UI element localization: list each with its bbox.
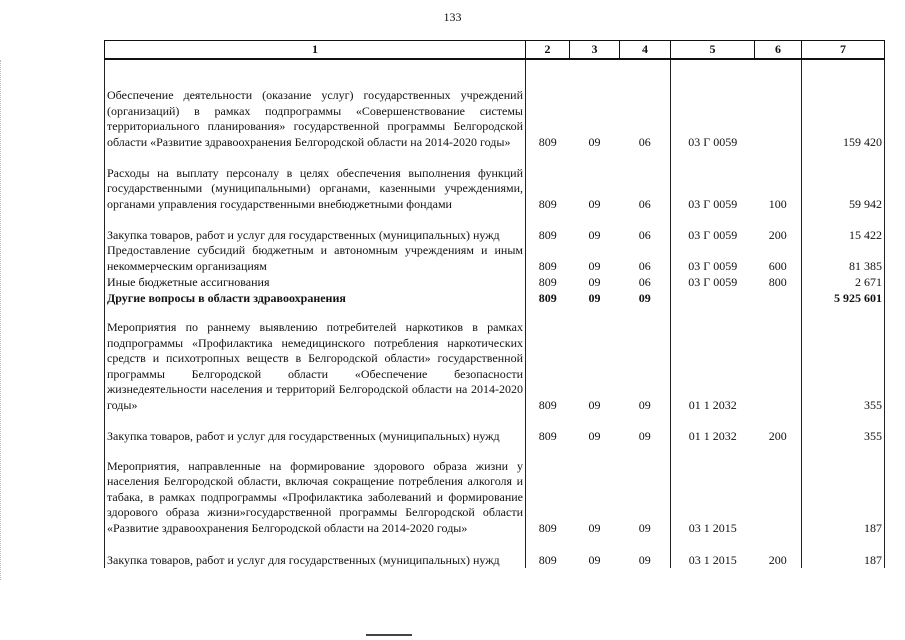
table-row <box>105 212 885 243</box>
row-amount: 15 422 <box>802 212 885 243</box>
row-section: 09 <box>588 290 601 305</box>
column-header: 3 <box>570 41 620 60</box>
row-expense-type: 200 <box>768 227 787 242</box>
column-header: 5 <box>671 41 755 60</box>
table-row <box>105 274 885 290</box>
row-name: Закупка товаров, работ и услуг для государственных (муниципальных) нужд <box>105 536 526 568</box>
row-target-article: 01 1 2032 <box>671 413 755 444</box>
row-amount: 355 <box>802 413 885 444</box>
row-expense-type <box>755 306 802 413</box>
row-amount: 59 942 <box>802 150 885 212</box>
table-body <box>105 59 885 568</box>
table-row <box>105 150 885 212</box>
row-section: 09 <box>588 428 601 443</box>
row-expense-type: 200 <box>768 552 787 567</box>
page-number: 133 <box>443 10 462 24</box>
row-name: Мероприятия, направленные на формирование здорового образа жизни у населения Белгородской области, включая сокращение потребления алкоголя и табака, в рамках подпрограммы «Профилактика заболеваний и формирование здорового образа жизни»государственной программы Белгородской области «Развитие здравоохранения Белгородской области на 2014-2020 годы» <box>105 444 526 536</box>
row-target-article: 03 Г 0059 <box>671 150 755 212</box>
column-header: 7 <box>802 41 885 60</box>
row-expense-type <box>755 444 802 536</box>
column-header: 2 <box>526 41 570 60</box>
row-subsection: 09 <box>638 397 651 412</box>
row-subsection: 06 <box>638 274 651 289</box>
row-amount: 187 <box>802 536 885 568</box>
row-admin-code: 809 <box>526 150 570 212</box>
row-admin-code: 809 <box>526 212 570 243</box>
table-row <box>105 59 885 150</box>
row-admin-code: 809 <box>526 306 570 413</box>
scan-margin-marks <box>0 60 4 580</box>
table-row <box>105 413 885 444</box>
table-row <box>105 444 885 536</box>
row-name: Иные бюджетные ассигнования <box>105 274 526 290</box>
row-section: 09 <box>588 196 601 211</box>
column-header: 4 <box>620 41 671 60</box>
row-target-article: 03 1 2015 <box>671 444 755 536</box>
column-header: 1 <box>105 41 526 60</box>
row-expense-type: 100 <box>768 196 787 211</box>
row-target-article: 03 Г 0059 <box>671 212 755 243</box>
row-expense-type <box>755 59 802 150</box>
row-expense-type: 600 <box>768 258 787 273</box>
row-admin-code: 809 <box>526 243 570 274</box>
row-admin-code: 809 <box>526 290 570 306</box>
row-expense-type <box>755 290 802 306</box>
row-name: Закупка товаров, работ и услуг для государственных (муниципальных) нужд <box>105 212 526 243</box>
table-row <box>105 306 885 413</box>
row-target-article: 03 Г 0059 <box>671 243 755 274</box>
row-section: 09 <box>588 274 601 289</box>
row-amount: 81 385 <box>802 243 885 274</box>
row-subsection: 06 <box>638 258 651 273</box>
row-amount: 187 <box>802 444 885 536</box>
row-subsection: 06 <box>638 196 651 211</box>
row-name: Другие вопросы в области здравоохранения <box>105 290 526 306</box>
row-admin-code: 809 <box>526 274 570 290</box>
row-expense-type: 200 <box>768 428 787 443</box>
row-subsection: 09 <box>638 520 651 535</box>
row-target-article: 03 Г 0059 <box>671 274 755 290</box>
row-subsection: 09 <box>638 428 651 443</box>
table-header <box>105 41 885 60</box>
row-target-article <box>671 290 755 306</box>
table-row <box>105 536 885 568</box>
row-subsection: 06 <box>638 227 651 242</box>
budget-table <box>104 40 885 568</box>
row-subsection: 09 <box>638 290 651 305</box>
column-header: 6 <box>755 41 802 60</box>
row-section: 09 <box>588 134 601 149</box>
row-expense-type: 800 <box>768 274 787 289</box>
row-subsection: 06 <box>638 134 651 149</box>
row-target-article: 03 1 2015 <box>671 536 755 568</box>
row-amount: 2 671 <box>802 274 885 290</box>
row-target-article: 01 1 2032 <box>671 306 755 413</box>
row-admin-code: 809 <box>526 444 570 536</box>
table-row <box>105 290 885 306</box>
row-name: Закупка товаров, работ и услуг для государственных (муниципальных) нужд <box>105 413 526 444</box>
row-admin-code: 809 <box>526 536 570 568</box>
row-amount: 159 420 <box>802 59 885 150</box>
row-section: 09 <box>588 397 601 412</box>
row-name: Предоставление субсидий бюджетным и автономным учреждениям и иным некоммерческим организациям <box>105 243 526 274</box>
row-name: Обеспечение деятельности (оказание услуг) государственных учреждений (организаций) в рамках подпрограммы «Совершенствование системы территориального планирования» государственной программы Белгородской области «Развитие здравоохранения Белгородской области на 2014-2020 годы» <box>105 59 526 150</box>
row-admin-code: 809 <box>526 413 570 444</box>
row-amount: 355 <box>802 306 885 413</box>
row-name: Расходы на выплату персоналу в целях обеспечения выполнения функций государственными (муниципальными) органами, казенными учреждениями, органами управления государственными внебюджетными фондами <box>105 150 526 212</box>
table-row <box>105 243 885 274</box>
row-section: 09 <box>588 227 601 242</box>
row-target-article: 03 Г 0059 <box>671 59 755 150</box>
row-section: 09 <box>588 258 601 273</box>
footer-rule <box>366 634 412 636</box>
row-name: Мероприятия по раннему выявлению потребителей наркотиков в рамках подпрограммы «Профилактика немедицинского потребления наркотических средств и психотропных веществ в Белгородской области» государственной программы Белгородской области «Обеспечение безопасности жизнедеятельности населения и территорий Белгородской области на 2014-2020 годы» <box>105 306 526 413</box>
row-amount: 5 925 601 <box>802 290 885 306</box>
row-section: 09 <box>588 552 601 567</box>
row-subsection: 09 <box>638 552 651 567</box>
row-admin-code: 809 <box>526 59 570 150</box>
row-section: 09 <box>588 520 601 535</box>
